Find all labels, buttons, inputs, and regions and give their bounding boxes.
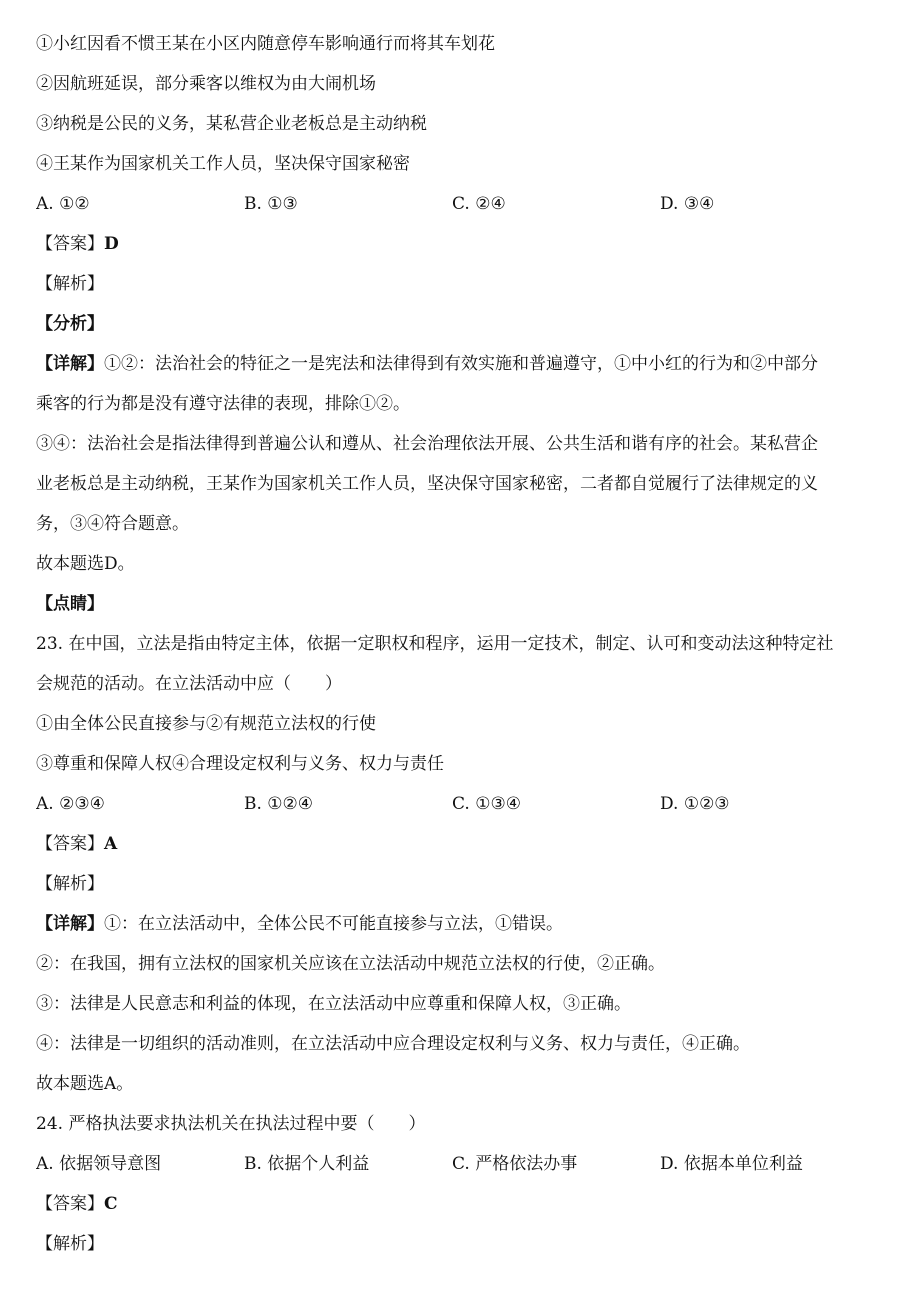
q22-item-3: ③纳税是公民的义务，某私营企业老板总是主动纳税 [36, 114, 427, 134]
q22-option-d: D. ③④ [660, 194, 715, 214]
q24-answer-label: 【答案】 [36, 1194, 104, 1214]
q23-detail-4: ④：法律是一切组织的活动准则，在立法活动中应合理设定权利与义务、权力与责任，④正确。 [36, 1034, 750, 1054]
q22-conclusion: 故本题选D。 [36, 554, 135, 574]
q23-item-row-2: ③尊重和保障人权④合理设定权利与义务、权力与责任 [36, 754, 444, 774]
q22-option-b: B. ①③ [244, 194, 298, 214]
q24-answer-value: C [104, 1194, 118, 1214]
q22-detail-label: 【详解】 [36, 354, 104, 374]
q23-detail-2: ②：在我国，拥有立法权的国家机关应该在立法活动中规范立法权的行使，②正确。 [36, 954, 665, 974]
q23-options [36, 784, 870, 824]
q24-option-c: C. 严格依法办事 [452, 1154, 578, 1174]
q22-option-a: A. ①② [36, 194, 90, 214]
q23-jiexi-label: 【解析】 [36, 874, 104, 894]
q24-option-a: A. 依据领导意图 [36, 1154, 162, 1174]
q23-option-d: D. ①②③ [660, 794, 730, 814]
q23-detail-3: ③：法律是人民意志和利益的体现，在立法活动中应尊重和保障人权，③正确。 [36, 994, 631, 1014]
q22-detail-1 [36, 344, 870, 384]
q24-options [36, 1144, 870, 1184]
q23-answer-value: A [104, 834, 118, 854]
q22-options [36, 184, 870, 224]
q24-jiexi-label: 【解析】 [36, 1234, 104, 1254]
q23-stem-2: 会规范的活动。在立法活动中应（ ） [36, 674, 342, 694]
q22-detail-5: 务，③④符合题意。 [36, 514, 189, 534]
q24-option-b: B. 依据个人利益 [244, 1154, 370, 1174]
q23-answer [36, 824, 870, 864]
q22-detail-2: 乘客的行为都是没有遵守法律的表现，排除①②。 [36, 394, 410, 414]
q24-option-d: D. 依据本单位利益 [660, 1154, 803, 1174]
q22-answer [36, 224, 870, 264]
q23-conclusion: 故本题选A。 [36, 1074, 134, 1094]
q24-stem: 24. 严格执法要求执法机关在执法过程中要（ ） [36, 1114, 426, 1134]
q23-detail-1 [36, 904, 870, 944]
q23-option-a: A. ②③④ [36, 794, 105, 814]
q22-fenxi-label: 【分析】 [36, 314, 104, 334]
q23-detail-label: 【详解】 [36, 914, 104, 934]
q22-jiexi-label: 【解析】 [36, 274, 104, 294]
q23-answer-label: 【答案】 [36, 834, 104, 854]
q22-detail-4: 业老板总是主动纳税，王某作为国家机关工作人员，坚决保守国家秘密，二者都自觉履行了法律规定的义 [36, 474, 818, 494]
q22-option-c: C. ②④ [452, 194, 506, 214]
q23-detail-text-1: ①：在立法活动中，全体公民不可能直接参与立法，①错误。 [104, 914, 563, 934]
q23-item-row-1: ①由全体公民直接参与②有规范立法权的行使 [36, 714, 376, 734]
q23-option-c: C. ①③④ [452, 794, 521, 814]
q24-answer [36, 1184, 870, 1224]
q22-answer-value: D [104, 234, 119, 254]
q22-detail-3: ③④：法治社会是指法律得到普遍公认和遵从、社会治理依法开展、公共生活和谐有序的社会。某私营企 [36, 434, 818, 454]
q22-answer-label: 【答案】 [36, 234, 104, 254]
q22-detail-text-1: ①②：法治社会的特征之一是宪法和法律得到有效实施和普遍遵守，①中小红的行为和②中部分 [104, 354, 818, 374]
q22-item-2: ②因航班延误，部分乘客以维权为由大闹机场 [36, 74, 376, 94]
q22-item-1: ①小红因看不惯王某在小区内随意停车影响通行而将其车划花 [36, 34, 495, 54]
q22-item-4: ④王某作为国家机关工作人员，坚决保守国家秘密 [36, 154, 410, 174]
q23-option-b: B. ①②④ [244, 794, 314, 814]
q22-dianjing-label: 【点睛】 [36, 594, 104, 614]
q23-stem-1: 23. 在中国，立法是指由特定主体，依据一定职权和程序，运用一定技术，制定、认可和变动法这种特定社 [36, 634, 834, 654]
